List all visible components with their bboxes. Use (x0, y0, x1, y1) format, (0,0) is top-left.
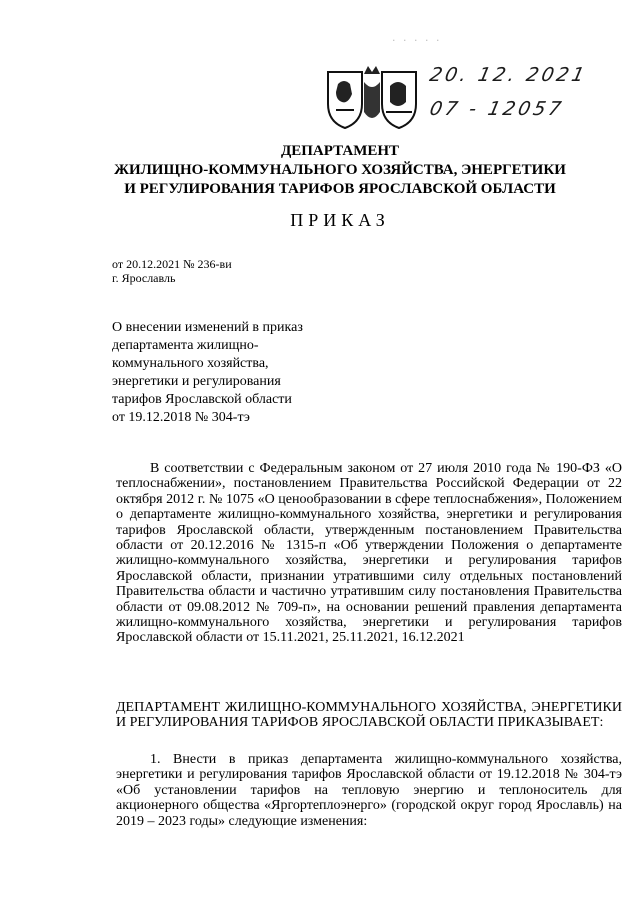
faint-stamp-mark: · · · · · (392, 34, 442, 47)
order-subject (112, 319, 342, 427)
order-date-number: от 20.12.2021 № 236-ви (112, 257, 232, 271)
subject-line: департамента жилищно- (112, 338, 259, 353)
preamble-paragraph (116, 461, 622, 646)
department-header (110, 142, 570, 199)
order-title: ПРИКАЗ (290, 210, 390, 230)
subject-line: энергетики и регулирования (112, 374, 281, 389)
item-1-text: 1. Внести в приказ департамента жилищно-коммунального хозяйства, энергетики и регулирования тарифов Ярославской области от 19.12.2018 № 304-тэ «Об установлении тарифов на тепловую энергию и теплоноситель для акционерного общества «Яргортеплоэнерго» (городской округ город Ярославль) на 2019 – 2023 годы» следующие изменения: (116, 752, 622, 829)
handwritten-date: 20. 12. 2021 (427, 64, 590, 86)
item-1-paragraph (116, 752, 622, 829)
preamble-text: В соответствии с Федеральным законом от 27 июля 2010 года № 190-ФЗ «О теплоснабжении», постановлением Правительства Российской Федерации от 22 октября 2012 г. № 1075 «О ценообразовании в сфере теплоснабжения», Положением о департаменте жилищно-коммунального хозяйства, энергетики и регулирования тарифов Ярославской области, утвержденным постановлением Правительства области от 20.12.2016 № 1315-п «Об утверждении Положения о департаменте жилищно-коммунального хозяйства, энергетики и регулирования тарифов Ярославской области, признании утратившими силу отдельных постановлений Правительства области и частично утратившим силу постановления Правительства области от 09.08.2012 № 709-п», на основании решений правления департамента жилищно-коммунального хозяйства, энергетики и регулирования тарифов Ярославской области от 15.11.2021, 25.11.2021, 16.12.2021 (116, 461, 622, 646)
orders-paragraph: ДЕПАРТАМЕНТ ЖИЛИЩНО-КОММУНАЛЬНОГО ХОЗЯЙСТВА, ЭНЕРГЕТИКИ И РЕГУЛИРОВАНИЯ ТАРИФОВ ЯРОСЛАВСКОЙ ОБЛАСТИ ПРИКАЗЫВАЕТ: (116, 700, 622, 731)
handwritten-registration-number: 07 - 12057 (427, 98, 566, 120)
subject-line: от 19.12.2018 № 304-тэ (112, 410, 250, 425)
subject-line: О внесении изменений в приказ (112, 320, 303, 335)
department-header-line-3: И РЕГУЛИРОВАНИЯ ТАРИФОВ ЯРОСЛАВСКОЙ ОБЛАСТИ (124, 181, 556, 197)
order-city: г. Ярославль (112, 271, 176, 285)
subject-line: коммунального хозяйства, (112, 356, 269, 371)
department-header-line-2: ЖИЛИЩНО-КОММУНАЛЬНОГО ХОЗЯЙСТВА, ЭНЕРГЕТИКИ (114, 162, 566, 178)
subject-line: тарифов Ярославской области (112, 392, 292, 407)
department-header-line-1: ДЕПАРТАМЕНТ (280, 143, 400, 159)
coat-of-arms-icon (326, 64, 418, 130)
